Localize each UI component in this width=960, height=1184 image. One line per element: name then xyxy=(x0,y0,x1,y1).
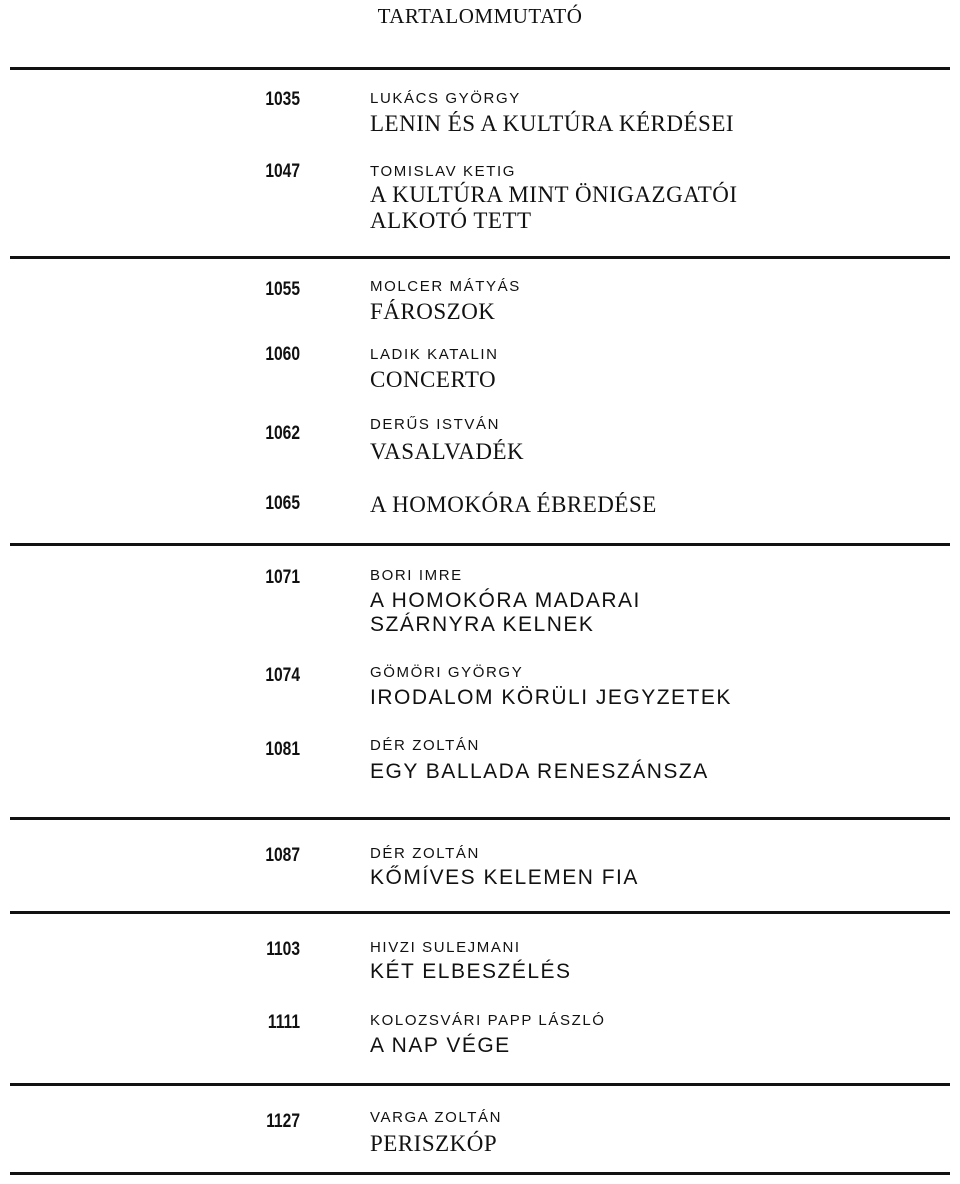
page-number: 1062 xyxy=(265,423,300,444)
page-number: 1071 xyxy=(265,567,300,588)
entry-author: BORI IMRE xyxy=(370,567,463,584)
entry-author: LADIK KATALIN xyxy=(370,346,499,363)
entry-author: DÉR ZOLTÁN xyxy=(370,737,480,754)
section-rule xyxy=(10,256,950,259)
entry-title: EGY BALLADA RENESZÁNSZA xyxy=(370,760,709,783)
entry-title: PERISZKÓP xyxy=(370,1131,498,1156)
page-number: 1065 xyxy=(265,493,300,514)
page-number: 1103 xyxy=(266,939,300,960)
page-number: 1127 xyxy=(266,1111,300,1132)
entry-author: TOMISLAV KETIG xyxy=(370,163,517,180)
page-number: 1074 xyxy=(265,665,300,686)
entry-title: FÁROSZOK xyxy=(370,299,496,324)
entry-author: KOLOZSVÁRI PAPP LÁSZLÓ xyxy=(370,1012,606,1029)
section-rule xyxy=(10,911,950,914)
entry-author: DERŰS ISTVÁN xyxy=(370,416,501,433)
entry-title: KŐMÍVES KELEMEN FIA xyxy=(370,866,639,889)
section-rule xyxy=(10,817,950,820)
entry-author: LUKÁCS GYÖRGY xyxy=(370,90,521,107)
section-rule xyxy=(10,67,950,70)
entry-title: A NAP VÉGE xyxy=(370,1034,511,1057)
entry-title: ALKOTÓ TETT xyxy=(370,208,532,233)
entry-author: DÉR ZOLTÁN xyxy=(370,845,480,862)
entry-title: CONCERTO xyxy=(370,367,497,392)
entry-title: SZÁRNYRA KELNEK xyxy=(370,613,595,636)
entry-author: HIVZI SULEJMANI xyxy=(370,939,521,956)
section-rule xyxy=(10,1172,950,1175)
page-title: TARTALOMMUTATÓ xyxy=(377,4,583,28)
section-rule xyxy=(10,1083,950,1086)
entry-title: A HOMOKÓRA MADARAI xyxy=(370,589,641,612)
page-number: 1035 xyxy=(265,89,300,110)
section-rule xyxy=(10,543,950,546)
page-number: 1055 xyxy=(265,279,300,300)
entry-author: GÖMÖRI GYÖRGY xyxy=(370,664,524,681)
page-number: 1081 xyxy=(265,739,300,760)
page-number: 1060 xyxy=(265,344,300,365)
page-number: 1087 xyxy=(265,845,300,866)
entry-title: LENIN ÉS A KULTÚRA KÉRDÉSEI xyxy=(370,111,735,136)
entry-title: A KULTÚRA MINT ÖNIGAZGATÓI xyxy=(370,182,738,207)
entry-author: MOLCER MÁTYÁS xyxy=(370,278,521,295)
entry-title: KÉT ELBESZÉLÉS xyxy=(370,960,572,983)
entry-title: VASALVADÉK xyxy=(370,439,525,464)
entry-title: IRODALOM KÖRÜLI JEGYZETEK xyxy=(370,686,732,709)
entry-author: VARGA ZOLTÁN xyxy=(370,1109,503,1126)
page-number: 1047 xyxy=(265,161,300,182)
entry-title: A HOMOKÓRA ÉBREDÉSE xyxy=(370,492,657,517)
page-number: 1111 xyxy=(267,1012,300,1033)
